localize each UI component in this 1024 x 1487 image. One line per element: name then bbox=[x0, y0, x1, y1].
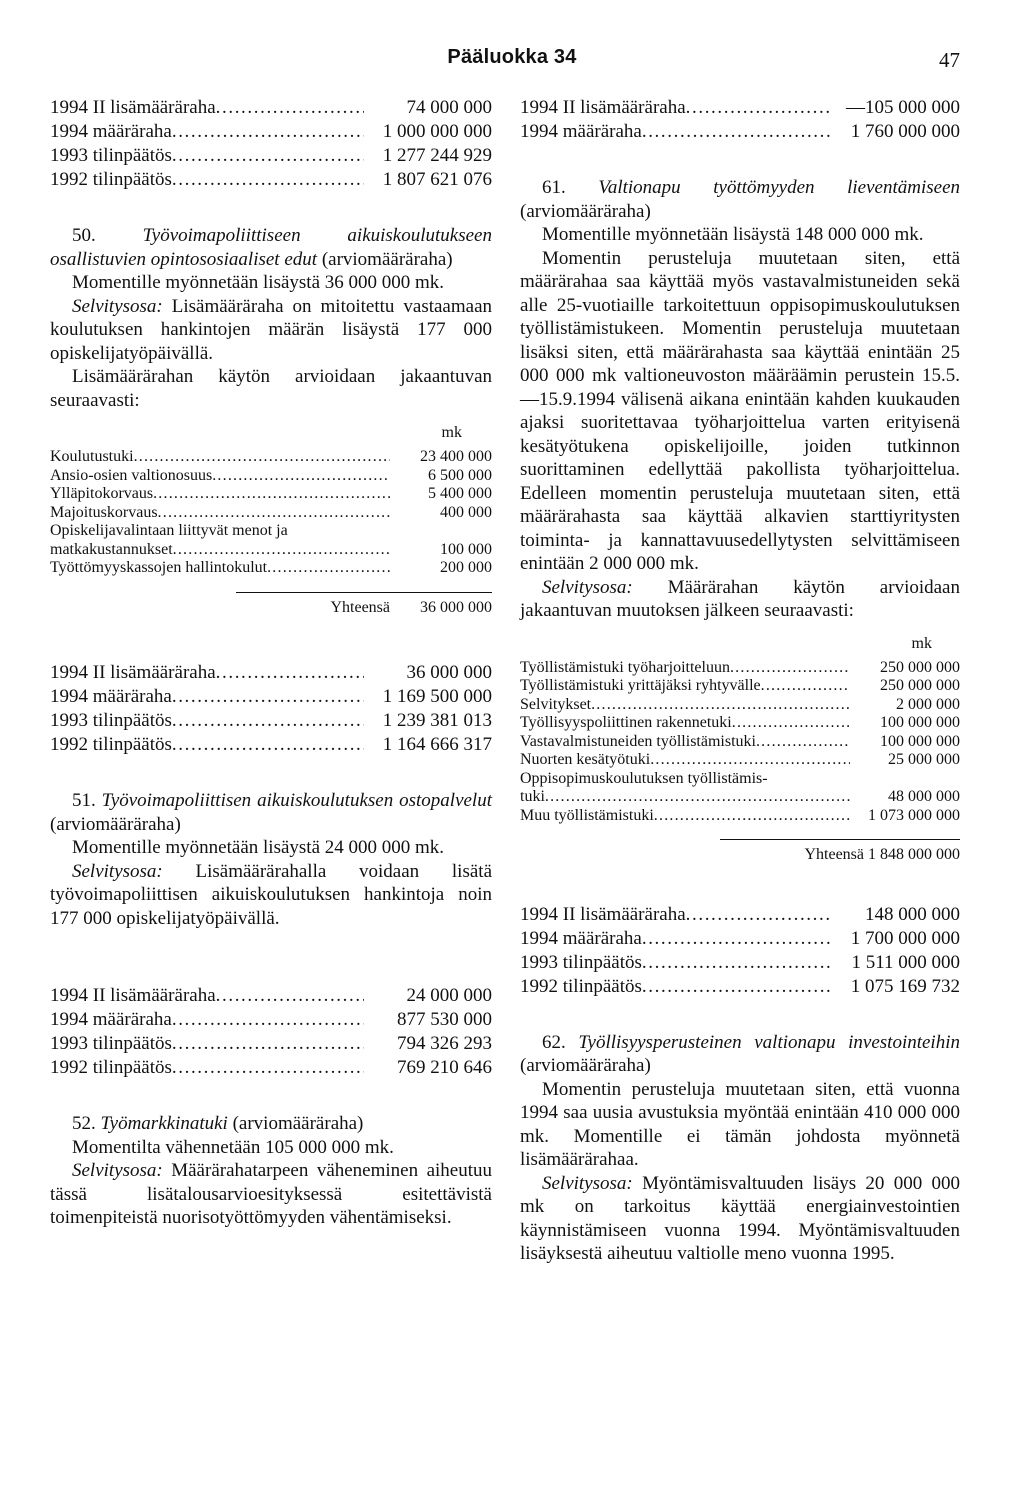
figure-row: 1992 tilinpäätös ..... 1 075 169 732 bbox=[520, 975, 960, 999]
figure-row: 1994 II lisämääräraha ..... 36 000 000 bbox=[50, 661, 492, 685]
figure-row: 1994 määräraha ..... 1 700 000 000 bbox=[520, 927, 960, 951]
paragraph: Selvitysosa: Määrärahatarpeen väheneminen aiheutuu tässä lisätalousarvioesityksessä esitettävistä toimenpiteistä nuorisotyöttömyyden vähentämiseksi. bbox=[50, 1160, 492, 1228]
figures-item51 bbox=[50, 984, 492, 1080]
page-title: Pääluokka 34 bbox=[447, 46, 577, 68]
figure-row: 1993 tilinpäätös ..... 794 326 293 bbox=[50, 1032, 492, 1056]
selvitysosa-label: Selvitysosa: bbox=[542, 1172, 633, 1194]
paragraph: Lisämäärärahan käytön arvioidaan jakaantuvan seuraavasti: bbox=[50, 366, 492, 411]
paragraph: Selvitysosa: Määrärahan käytön arvioidaan jakaantuvan muutoksen jälkeen seuraavasti: bbox=[520, 576, 960, 621]
selvitysosa-label: Selvitysosa: bbox=[72, 860, 163, 882]
table-row: Ylläpitokorvaus ..... 5 400 000 bbox=[50, 485, 492, 504]
paragraph: Momentille myönnetään lisäystä 24 000 000 mk. bbox=[72, 837, 445, 858]
item-heading: 51. Työvoimapoliittisen aikuiskoulutuksen ostopalvelut (arviomääräraha) bbox=[50, 790, 492, 835]
paragraph: Momentilta vähennetään 105 000 000 mk. bbox=[72, 1136, 394, 1158]
figure-row: 1994 II lisämääräraha ..... 148 000 000 bbox=[520, 903, 960, 927]
figure-row: 1992 tilinpäätös ..... 769 210 646 bbox=[50, 1056, 492, 1080]
table-row: Työllistämistuki työharjoitteluun ..... 250 000 000 bbox=[520, 659, 960, 678]
paragraph: Selvitysosa: Lisämäärärahalla voidaan lisätä työvoimapoliittisen aikuiskoulutuksen hankintoja noin 177 000 opiskelijatyöpäivällä. bbox=[50, 860, 493, 929]
table-row: Opiskelijavalintaan liittyvät menot ja matkakustannukset ..... 100 000 bbox=[50, 522, 492, 559]
figure-row bbox=[50, 96, 492, 120]
figure-row: 1994 määräraha ..... 877 530 000 bbox=[50, 1008, 492, 1032]
figures-item50 bbox=[50, 661, 492, 757]
item-heading: 52. Työmarkkinatuki (arviomääräraha) bbox=[72, 1113, 364, 1134]
figures-item52 bbox=[520, 96, 960, 144]
figure-row: 1994 II lisämääräraha ..... 24 000 000 bbox=[50, 984, 492, 1008]
item-51 bbox=[50, 789, 492, 1080]
paragraph: Selvitysosa: Lisämääräraha on mitoitettu vastaamaan koulutuksen hankintojen määrän lisäystä 177 000 opiskelijatyöpäivällä. bbox=[50, 295, 493, 364]
figure-label: 1994 II lisämääräraha bbox=[50, 97, 216, 118]
item-title: Työvoimapoliittiseen aikuiskoulutukseen osallistuvien opintososiaaliset edut bbox=[50, 225, 492, 270]
table-row: Selvitykset ..... 2 000 000 bbox=[520, 696, 960, 715]
item-title: Työvoimapoliittisen aikuiskoulutuksen ostopalvelut bbox=[101, 790, 492, 811]
selvitysosa-label: Selvitysosa: bbox=[542, 576, 633, 598]
right-column bbox=[520, 96, 960, 1266]
paragraph: Momentille myönnetään lisäystä 36 000 000 mk. bbox=[72, 272, 445, 293]
table-row: Oppisopimuskoulutuksen työllistämis- tuki ..... 48 000 000 bbox=[520, 770, 960, 807]
figure-value: 74 000 000 bbox=[406, 97, 492, 118]
figures-item49 bbox=[50, 96, 492, 192]
selvitysosa-label: Selvitysosa: bbox=[72, 1160, 163, 1181]
figure-row: 1993 tilinpäätös ..... 1 511 000 000 bbox=[520, 951, 960, 975]
item-61 bbox=[520, 176, 960, 999]
item-62 bbox=[520, 1031, 960, 1266]
allocation-table bbox=[50, 418, 492, 617]
figure-label: 1992 tilinpäätös bbox=[50, 169, 172, 190]
figures-item61 bbox=[520, 903, 960, 999]
left-column bbox=[50, 96, 492, 1230]
table-row: Muu työllistämistuki ..... 1 073 000 000 bbox=[520, 807, 960, 826]
paragraph: Momentin perusteluja muutetaan siten, että määrärahaa saa käyttää myös vastavalmistuneiden sekä alle 25-vuotiaille tarkoitettuun oppisopimuskoulutuksen työllistämistukeen. Momentin perusteluja muutetaan lisäksi siten, että määrärahasta saa käyttää enintään 25 000 000 mk valtioneuvoston määräämin perustein 15.5.—15.9.1994 välisenä aikana enintään kahden kuukauden ajaksi suoritettavaa työharjoittelua varten erityisenä kesätyötukena opiskelijoille, joiden tutkinnon suorittaminen edellyttää pakollista työharjoittelua. Edelleen momentin perusteluja muutetaan siten, että määrärahasta saa käyttää alkavien starttiyritysten toiminta- ja kannattavuusedellytysten selvittämiseen enintään 2 000 000 mk. bbox=[520, 247, 960, 574]
item-title: Työllisyysperusteinen valtionapu investointeihin bbox=[578, 1031, 960, 1053]
total-rule bbox=[236, 592, 492, 593]
allocation-table bbox=[520, 629, 960, 865]
item-heading: 62. Työllisyysperusteinen valtionapu investointeihin (arviomääräraha) bbox=[520, 1031, 960, 1076]
figure-row: 1994 määräraha ..... 1 169 500 000 bbox=[50, 685, 492, 709]
item-heading: 50. Työvoimapoliittiseen aikuiskoulutukseen osallistuvien opintososiaaliset edut (arviomääräraha) bbox=[50, 225, 492, 270]
table-row: Nuorten kesätyötuki ..... 25 000 000 bbox=[520, 751, 960, 770]
table-row: Työttömyyskassojen hallintokulut ..... 200 000 bbox=[50, 559, 492, 578]
item-52 bbox=[50, 1112, 492, 1230]
table-row: Vastavalmistuneiden työllistämistuki ..... 100 000 000 bbox=[520, 733, 960, 752]
table-row: Ansio-osien valtionosuus ..... 6 500 000 bbox=[50, 467, 492, 486]
figure-row bbox=[50, 144, 492, 168]
paragraph: Momentin perusteluja muutetaan siten, että vuonna 1994 saa uusia avustuksia myöntää enintään 410 000 000 mk. Momentille ei tämän johdosta myönnetä lisämäärärahaa. bbox=[520, 1078, 960, 1170]
figure-row: 1993 tilinpäätös ..... 1 239 381 013 bbox=[50, 709, 492, 733]
item-50 bbox=[50, 224, 492, 757]
item-heading: 61. Valtionapu työttömyyden lieventämiseen (arviomääräraha) bbox=[520, 177, 960, 222]
figure-row: 1994 II lisämääräraha ..... —105 000 000 bbox=[520, 96, 960, 120]
figure-value: 1 807 621 076 bbox=[382, 169, 492, 190]
page-number: 47 bbox=[939, 48, 960, 72]
total-row: Yhteensä 1 848 000 000 bbox=[804, 846, 960, 863]
table-row: Koulutustuki ..... 23 400 000 bbox=[50, 448, 492, 467]
paragraph: Momentille myönnetään lisäystä 148 000 000 mk. bbox=[542, 224, 924, 245]
paragraph: Selvitysosa: Myöntämisvaltuuden lisäys 20 000 000 mk on tarkoitus käyttää energiainvestointien käynnistämiseen vuonna 1994. Myöntämisvaltuuden lisäyksestä aiheutuu valtiolle meno vuonna 1995. bbox=[520, 1172, 960, 1264]
table-row: Työllisyyspoliittinen rakennetuki ..... 100 000 000 bbox=[520, 714, 960, 733]
figure-row: 1994 määräraha ..... 1 760 000 000 bbox=[520, 120, 960, 144]
figure-row bbox=[50, 168, 492, 192]
table-row: Työllistämistuki yrittäjäksi ryhtyvälle ..... 250 000 000 bbox=[520, 677, 960, 696]
figure-row: 1992 tilinpäätös ..... 1 164 666 317 bbox=[50, 733, 492, 757]
item-title: Valtionapu työttömyyden lieventämiseen bbox=[598, 177, 960, 198]
figure-label: 1994 määräraha bbox=[50, 121, 172, 142]
unit-label: mk bbox=[911, 634, 932, 652]
item-title: Työmarkkinatuki bbox=[100, 1113, 228, 1134]
selvitysosa-label: Selvitysosa: bbox=[72, 295, 163, 317]
figure-value: 1 000 000 000 bbox=[382, 121, 492, 142]
figure-label: 1993 tilinpäätös bbox=[50, 145, 172, 166]
table-row: Majoituskorvaus ..... 400 000 bbox=[50, 504, 492, 523]
figure-row bbox=[50, 120, 492, 144]
figure-value: 1 277 244 929 bbox=[382, 145, 492, 166]
unit-label: mk bbox=[441, 424, 462, 441]
total-rule bbox=[720, 839, 960, 840]
total-row: Yhteensä 36 000 000 bbox=[330, 598, 492, 616]
